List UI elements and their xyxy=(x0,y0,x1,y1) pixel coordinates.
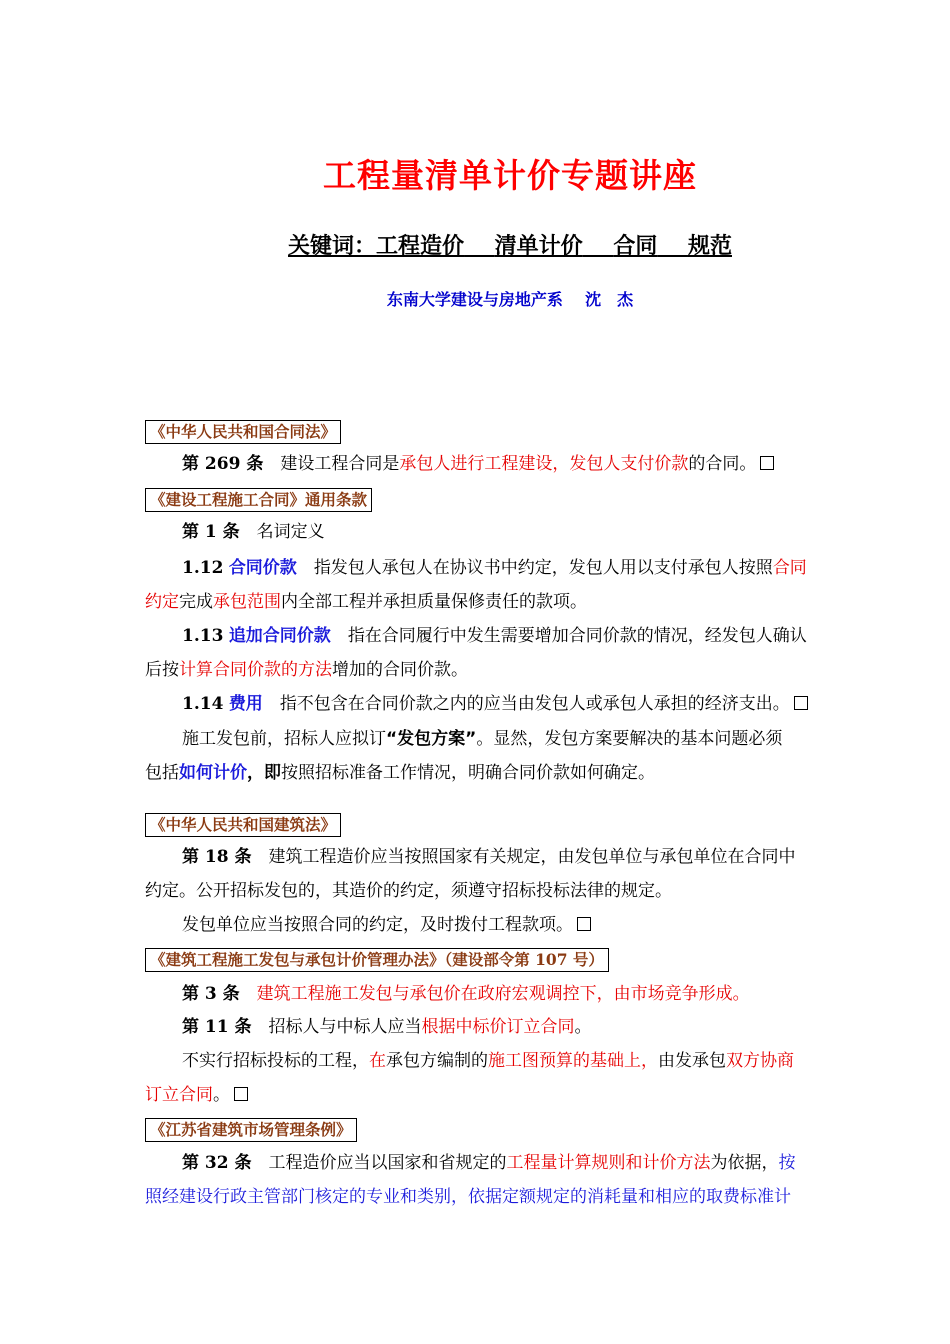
law-heading-building-law: 《中华人民共和国建筑法》 xyxy=(145,813,341,837)
checkbox-square-icon xyxy=(794,696,808,710)
paragraph-contract-plan-line2: 包括如何计价，即按照招标准备工作情况，明确合同价款如何确定。 xyxy=(145,763,655,783)
article-number: 第 269 条 xyxy=(182,454,264,474)
paragraph-contract-plan-line1: 施工发包前，招标人应拟订“发包方案”。显然，发包方案要解决的基本问题必须 xyxy=(182,729,783,749)
checkbox-square-icon xyxy=(577,917,591,931)
article-269: 第 269 条 建设工程合同是承包人进行工程建设，发包人支付价款的合同。 xyxy=(145,452,912,476)
checkbox-square-icon xyxy=(760,456,774,470)
keyword-item: 规范 xyxy=(687,234,732,259)
term-contract-price: 合同价款 xyxy=(228,558,297,578)
article-1: 第 1 条 名词定义 xyxy=(182,522,325,542)
paragraph-non-tender-line2: 订立合同。 xyxy=(145,1083,875,1107)
clause-1-13-line2: 后按计算合同价款的方法增加的合同价款。 xyxy=(145,660,468,680)
article-32-line1: 第 32 条 工程造价应当以国家和省规定的工程量计算规则和计价方法为依据，按 xyxy=(182,1153,796,1173)
term-additional-price: 追加合同价款 xyxy=(228,626,331,646)
keywords-line xyxy=(0,229,950,260)
keywords-label: 关键词： xyxy=(288,234,377,259)
emphasis-text: 承包人进行工程建设，发包人支付价款 xyxy=(399,454,689,474)
checkbox-square-icon xyxy=(234,1087,248,1101)
law-heading-construction-contract: 《建设工程施工合同》通用条款 xyxy=(145,488,372,512)
document-title: 工程量清单计价专题讲座 xyxy=(323,156,697,195)
law-heading-jiangsu-regulation: 《江苏省建筑市场管理条例》 xyxy=(145,1118,357,1142)
clause-1-14: 1.14 费用 指不包含在合同价款之内的应当由发包人或承包人承担的经济支出。 xyxy=(145,692,912,716)
paragraph-non-tender-line1: 不实行招标投标的工程，在承包方编制的施工图预算的基础上，由发承包双方协商 xyxy=(182,1051,794,1071)
term-expenses: 费用 xyxy=(228,694,263,714)
keyword-item: 工程造价 xyxy=(376,234,465,259)
article-18-line3: 发包单位应当按照合同的约定，及时拨付工程款项。 xyxy=(145,913,912,937)
author-name: 沈 杰 xyxy=(585,290,634,309)
clause-1-12-line2: 约定完成承包范围内全部工程并承担质量保修责任的款项。 xyxy=(145,592,587,612)
article-11: 第 11 条 招标人与中标人应当根据中标价订立合同。 xyxy=(182,1017,592,1037)
author-department: 东南大学建设与房地产系 xyxy=(386,290,563,309)
clause-1-12-line1: 1.12 合同价款 指发包人承包人在协议书中约定，发包人用以支付承包人按照合同 xyxy=(182,558,807,578)
keyword-item: 清单计价 xyxy=(494,234,583,259)
law-heading-contract-law: 《中华人民共和国合同法》 xyxy=(145,420,341,444)
article-18-line2: 约定。公开招标发包的，其造价的约定，须遵守招标投标法律的规定。 xyxy=(145,881,672,901)
law-heading-pricing-regulation: 《建筑工程施工发包与承包计价管理办法》（建设部令第 107 号） xyxy=(145,948,609,972)
author-line xyxy=(0,287,950,310)
article-32-line2: 照经建设行政主管部门核定的专业和类别，依据定额规定的消耗量和相应的取费标准计 xyxy=(145,1187,791,1207)
article-3: 第 3 条 建筑工程施工发包与承包价在政府宏观调控下，由市场竞争形成。 xyxy=(182,984,750,1004)
clause-1-13-line1: 1.13 追加合同价款 指在合同履行中发生需要增加合同价款的情况，经发包人确认 xyxy=(182,626,807,646)
keyword-item: 合同 xyxy=(613,234,658,259)
article-18-line1: 第 18 条 建筑工程造价应当按照国家有关规定，由发包单位与承包单位在合同中 xyxy=(182,847,796,867)
